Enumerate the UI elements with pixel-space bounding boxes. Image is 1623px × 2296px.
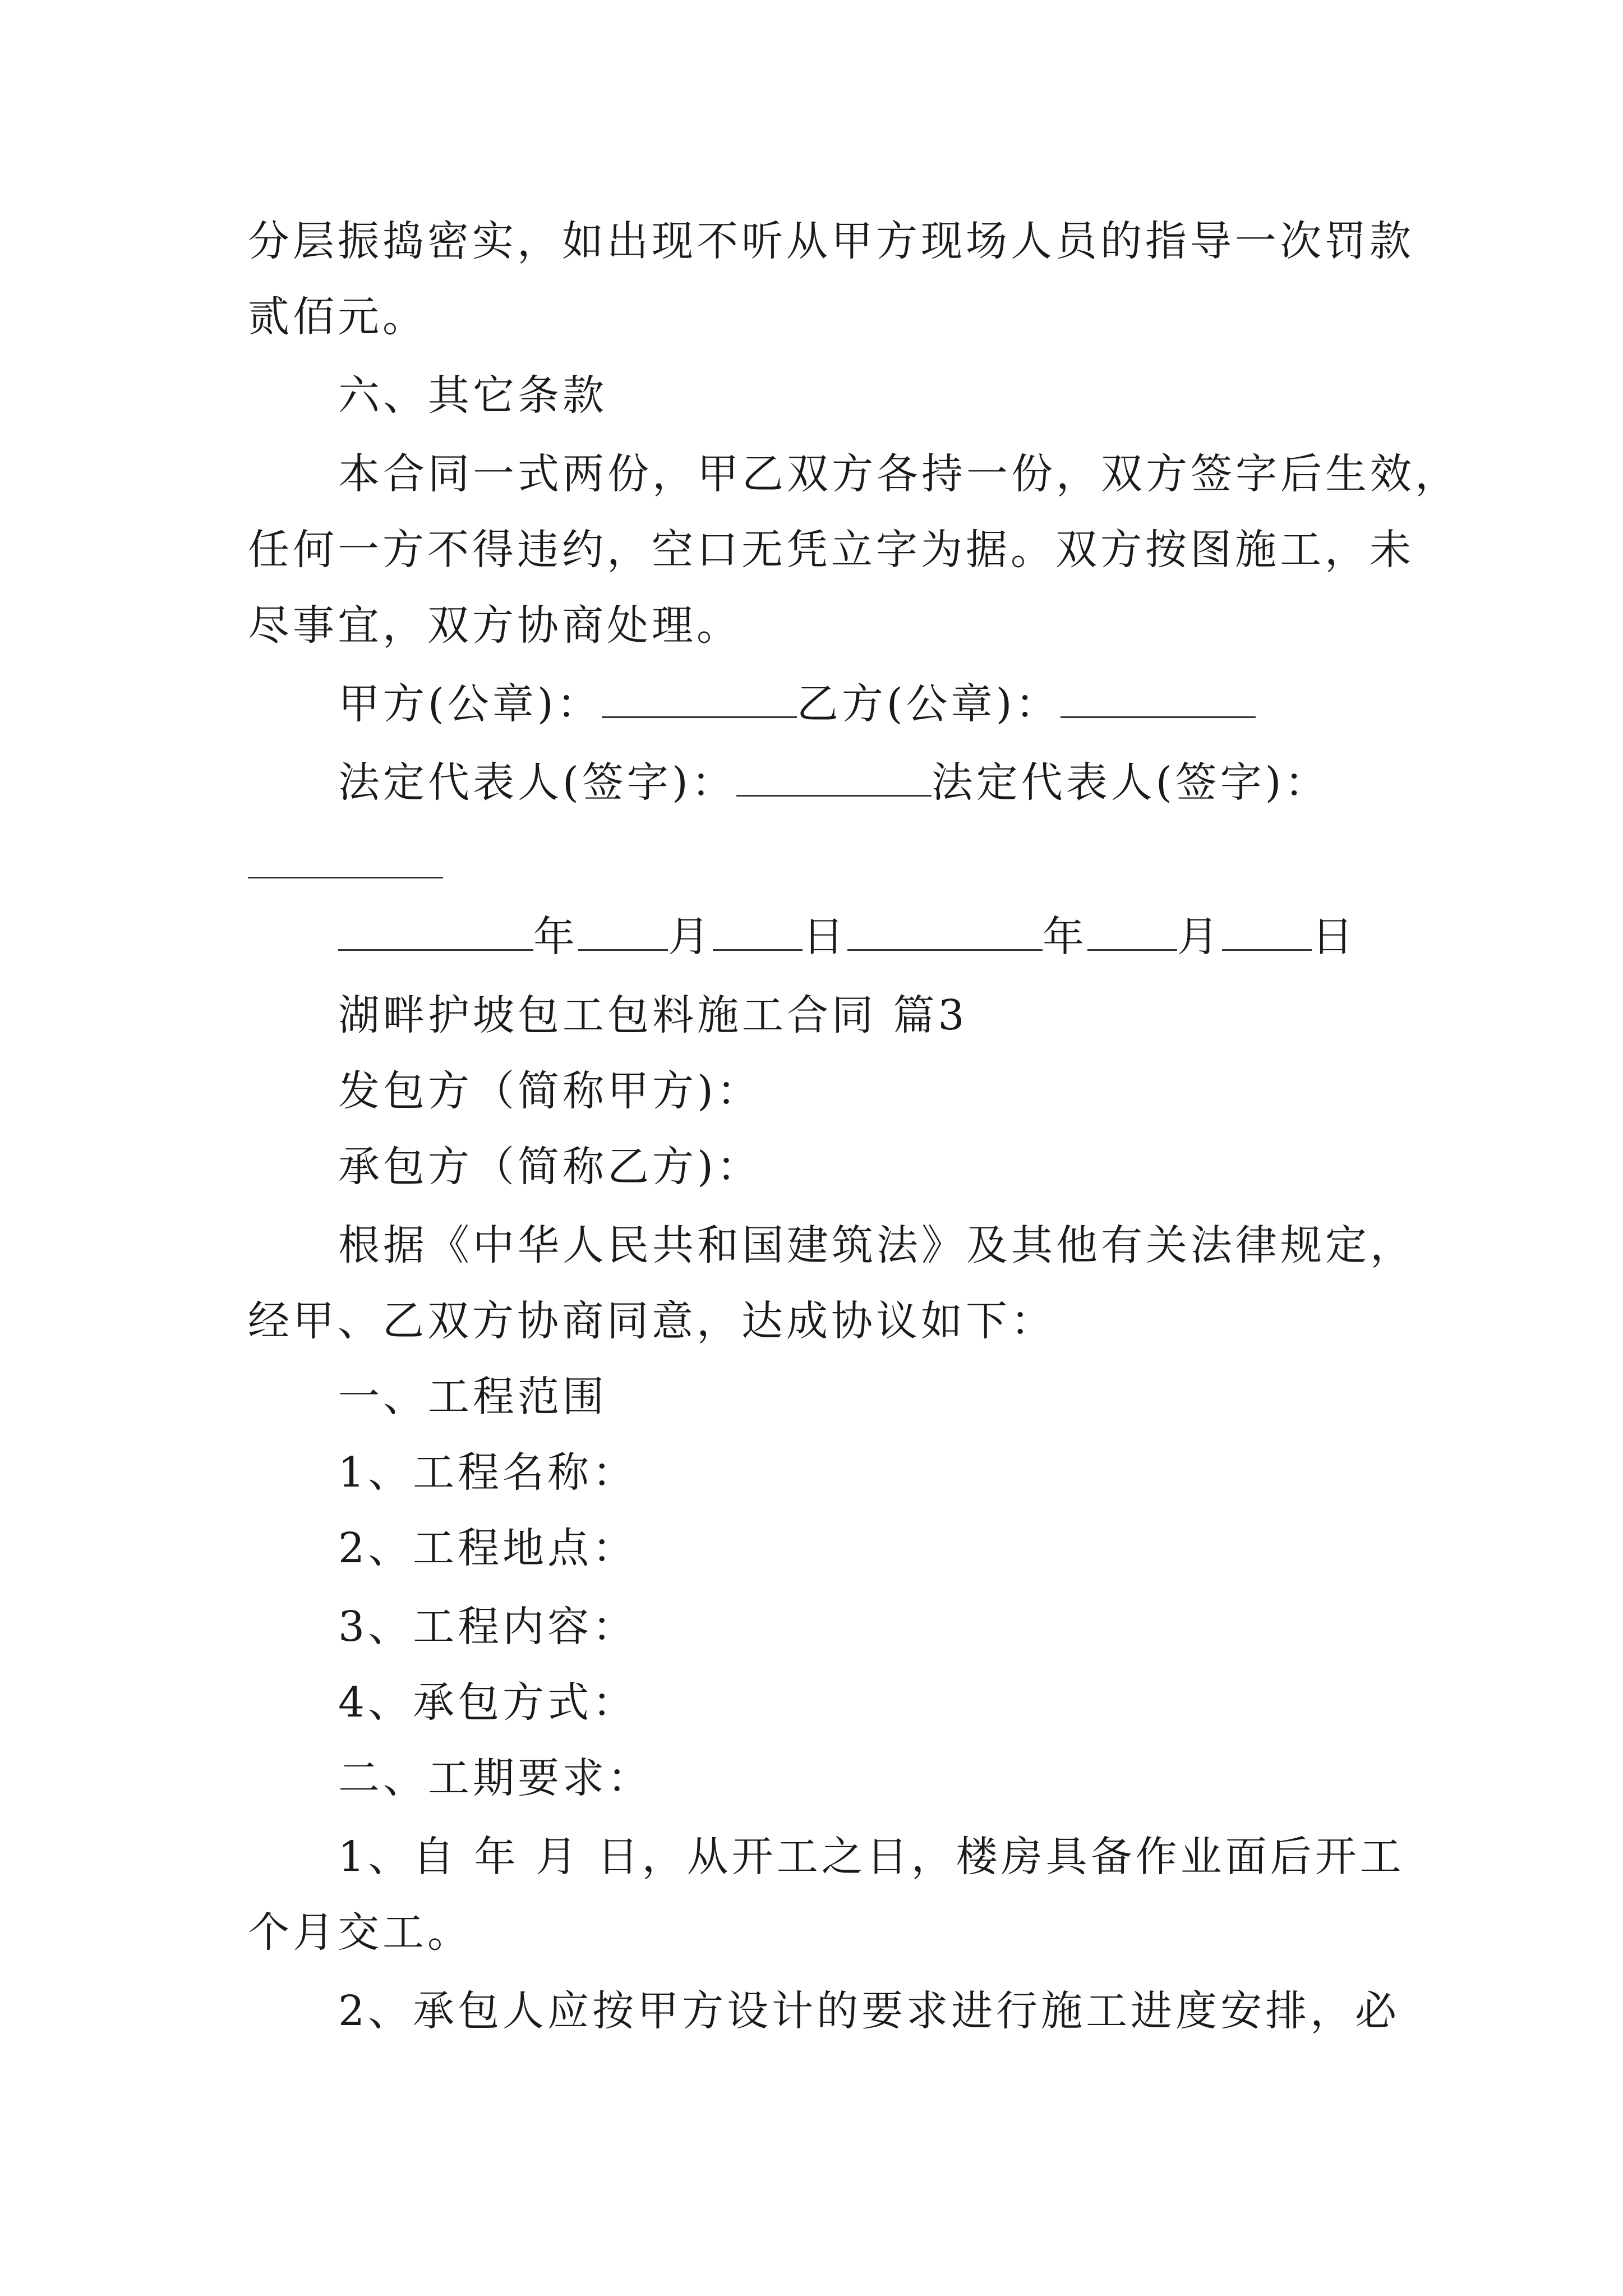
- date-b-day-blank[interactable]: [1222, 946, 1312, 951]
- signature-representative-row: [338, 754, 1330, 811]
- date-b-year-label: 年: [1043, 913, 1087, 961]
- body-line-5: 尽事宜，双方协商处理。: [248, 601, 741, 650]
- body-line-3: 本合同一式两份，甲乙双方各持一份，双方签字后生效，: [338, 450, 1460, 498]
- party-b-seal-label: 乙方(公章)：: [796, 680, 1061, 728]
- project-name-item: 1、工程名称：: [338, 1448, 638, 1497]
- date-a-month-label: 月: [668, 913, 713, 961]
- date-a-day-label: 日: [803, 913, 847, 961]
- party-a-rep-label: 法定代表人(签字)：: [338, 758, 736, 807]
- party-b-rep-label: 法定代表人(签字)：: [931, 758, 1330, 807]
- date-b-month-label: 月: [1177, 913, 1222, 961]
- party-b-seal-blank[interactable]: [1061, 713, 1256, 718]
- section-heading-other-terms: 六、其它条款: [338, 371, 607, 420]
- party-b-rep-blank[interactable]: [248, 877, 443, 878]
- section-title: 湖畔护坡包工包料施工合同 篇3: [338, 991, 968, 1039]
- date-a-year-blank[interactable]: [338, 946, 533, 951]
- date-a-year-label: 年: [533, 913, 578, 961]
- date-b-year-blank[interactable]: [847, 946, 1043, 951]
- employer-line: 发包方（简称甲方)：: [338, 1067, 762, 1115]
- intro-line-1: 根据《中华人民共和国建筑法》及其他有关法律规定，: [338, 1221, 1415, 1269]
- contractor-line: 承包方（简称乙方)：: [338, 1143, 762, 1191]
- date-b-day-label: 日: [1312, 913, 1357, 961]
- signature-date-row: [338, 909, 1357, 965]
- period-line-1: 1、自 年 月 日，从开工之日，楼房具备作业面后开工: [338, 1833, 1405, 1881]
- period-line-3: 2、承包人应按甲方设计的要求进行施工进度安排，必: [338, 1987, 1400, 2035]
- date-b-month-blank[interactable]: [1087, 946, 1177, 951]
- scope-heading: 一、工程范围: [338, 1373, 607, 1421]
- party-a-seal-label: 甲方(公章)：: [338, 680, 602, 728]
- period-line-2: 个月交工。: [248, 1908, 472, 1957]
- body-line-2: 贰佰元。: [248, 293, 427, 341]
- contract-method-item: 4、承包方式：: [338, 1678, 638, 1727]
- body-line-1: 分层振捣密实，如出现不听从甲方现场人员的指导一次罚款: [248, 217, 1414, 265]
- period-heading: 二、工期要求：: [338, 1754, 652, 1802]
- intro-line-2: 经甲、乙双方协商同意，达成协议如下：: [248, 1297, 1055, 1345]
- date-a-month-blank[interactable]: [578, 946, 668, 951]
- project-location-item: 2、工程地点：: [338, 1524, 638, 1572]
- project-content-item: 3、工程内容：: [338, 1603, 638, 1651]
- party-a-rep-blank[interactable]: [736, 792, 932, 797]
- party-a-seal-blank[interactable]: [602, 713, 797, 718]
- signature-seal-row: [338, 676, 1256, 732]
- date-a-day-blank[interactable]: [713, 946, 803, 951]
- body-line-4: 任何一方不得违约，空口无凭立字为据。双方按图施工，未: [248, 526, 1414, 574]
